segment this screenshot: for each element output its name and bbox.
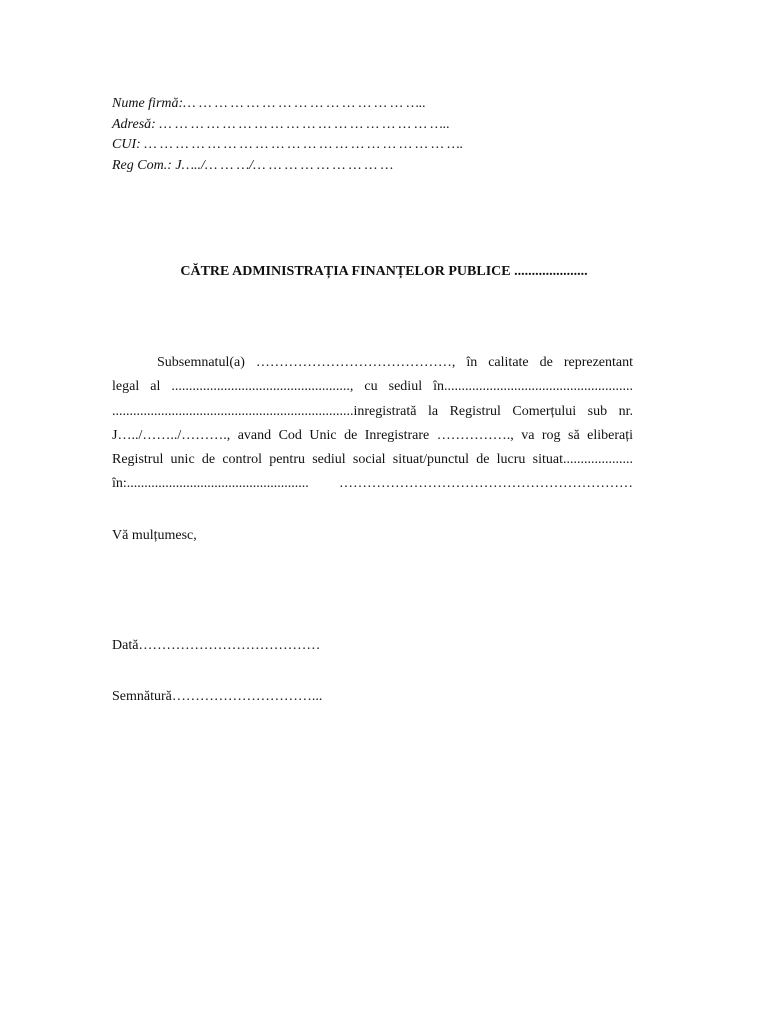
paragraph-line-1: Subsemnatul(a) ……………………………………, în calitate de reprezentant <box>157 355 633 370</box>
paragraph-line-5: Registrul unic de control pentru sediul social situat/punctul de lucru situat.................... <box>112 452 633 468</box>
closing-salutation: Vă mulțumesc, <box>112 528 197 543</box>
company-name-line: Nume firmă:… … … … … … … … … … … … … … ….. <box>112 96 426 111</box>
reg-com-line: Reg Com.: J…../… … …/… … … … … … … … … <box>112 157 394 173</box>
request-paragraph <box>112 351 633 497</box>
date-field: Dată………………………………… <box>112 638 321 653</box>
address-line: Adresă: … … … … … … … … … … … … … … … … … ….. <box>112 116 450 132</box>
company-header <box>112 94 512 176</box>
paragraph-line-6: în:.................................................... ……………………………………………………… <box>112 476 633 492</box>
signature-field: Semnătură…………………………... <box>112 689 323 704</box>
paragraph-line-2: legal al ..................................................., cu sediul în...................................................... <box>112 379 633 395</box>
paragraph-line-4: J…../……../………., avand Cod Unic de Inregistrare ……………., va rog să eliberați <box>112 427 633 443</box>
document-title: CĂTRE ADMINISTRAȚIA FINANȚELOR PUBLICE ..................... <box>180 264 588 279</box>
cui-line: CUI: … … … … … … … … … … … … … … … … … … … …. <box>112 137 464 152</box>
paragraph-line-3: .....................................................................inregistrată la Registrul Comerțului sub nr. <box>112 403 633 419</box>
